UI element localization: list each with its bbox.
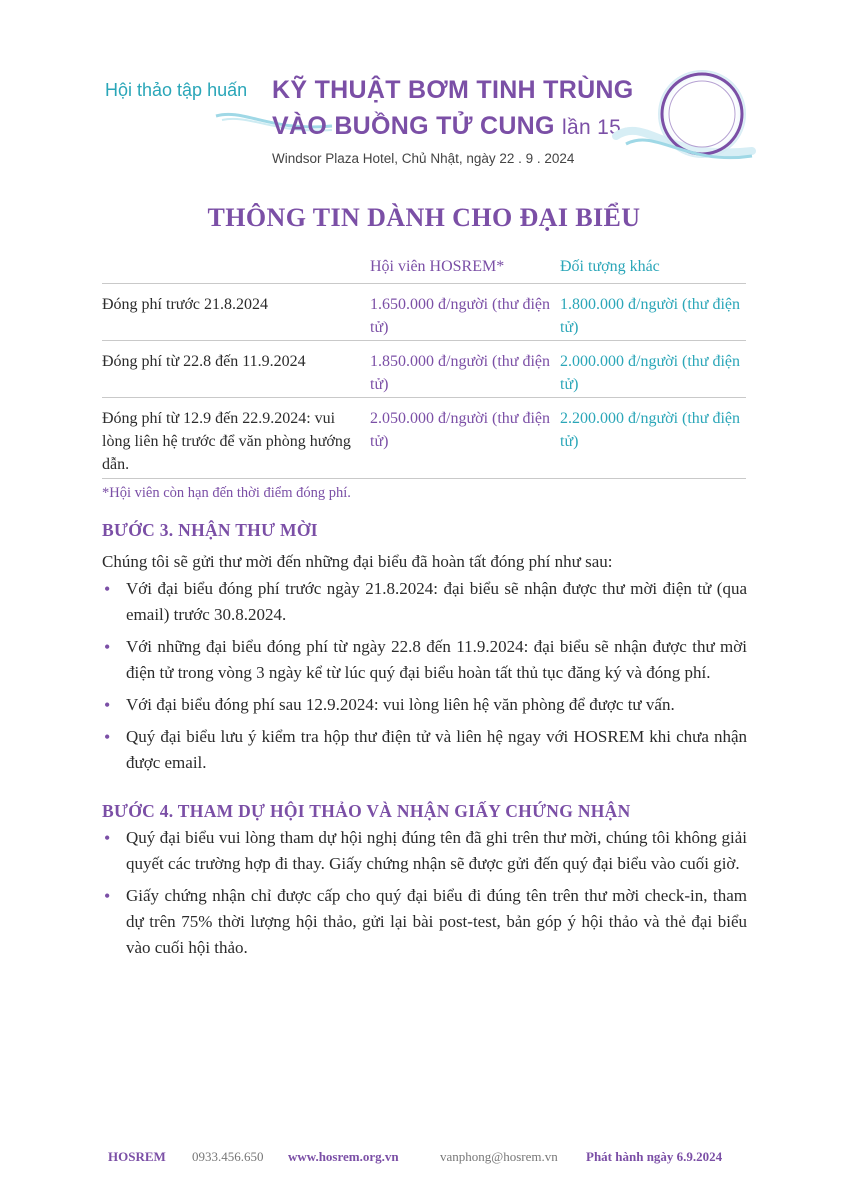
list-item <box>102 634 747 686</box>
event-venue: Windsor Plaza Hotel, Chủ Nhật, ngày 22 . 9 . 2024 <box>272 151 575 166</box>
step4-heading: BƯỚC 4. THAM DỰ HỘI THẢO VÀ NHẬN GIẤY CHỨNG NHẬN <box>102 801 631 821</box>
page-title: THÔNG TIN DÀNH CHO ĐẠI BIỂU <box>207 203 641 232</box>
table-row <box>102 284 746 341</box>
step4-list <box>102 825 747 967</box>
step3-intro: Chúng tôi sẽ gửi thư mời đến những đại biểu đã hoàn tất đóng phí như sau: <box>102 552 613 571</box>
table-header-row <box>102 252 746 284</box>
list-item-text: Giấy chứng nhận chỉ được cấp cho quý đại biểu đi đúng tên trên thư mời check-in, tham dự trên 75% thời lượng hội thảo, gửi lại bài post-test, bản góp ý hội thảo và thẻ đại biểu vào cuối hội thảo. <box>126 886 747 957</box>
list-item <box>102 724 747 776</box>
event-circle-logo-icon <box>606 66 756 176</box>
list-item-text: Quý đại biểu lưu ý kiểm tra hộp thư điện tử và liên hệ ngay với HOSREM khi chưa nhận được email. <box>126 727 747 772</box>
event-title <box>272 72 634 146</box>
fee-period: Đóng phí trước 21.8.2024 <box>102 296 269 313</box>
list-item-text: Với đại biểu đóng phí trước ngày 21.8.2024: đại biểu sẽ nhận được thư mời điện tử (qua email) trước 30.8.2024. <box>126 579 747 624</box>
fee-period: Đóng phí từ 12.9 đến 22.9.2024: vui lòng liên hệ trước để văn phòng hướng dẫn. <box>102 410 351 473</box>
step3-heading: BƯỚC 3. NHẬN THƯ MỜI <box>102 520 318 540</box>
bullet-icon: • <box>104 695 111 715</box>
fee-other: 2.200.000 đ/người (thư điện tử) <box>560 410 741 450</box>
fee-member: 1.850.000 đ/người (thư điện tử) <box>370 353 551 393</box>
list-item <box>102 692 747 718</box>
footer-website[interactable]: www.hosrem.org.vn <box>288 1149 399 1164</box>
list-item-text: Với đại biểu đóng phí sau 12.9.2024: vui lòng liên hệ văn phòng để được tư vấn. <box>126 695 675 714</box>
event-title-line2-text: VÀO BUỒNG TỬ CUNG <box>272 112 555 140</box>
list-item-text: Quý đại biểu vui lòng tham dự hội nghị đúng tên đã ghi trên thư mời, chúng tôi không giải quyết các trường hợp đi thay. Giấy chứng nhận sẽ được gửi đến quý đại biểu vào cuối giờ. <box>126 828 747 873</box>
list-item <box>102 883 747 961</box>
footer-org: HOSREM <box>108 1149 166 1164</box>
edition: lần 15 <box>562 116 622 139</box>
fee-member: 2.050.000 đ/người (thư điện tử) <box>370 410 551 450</box>
bullet-icon: • <box>104 886 111 906</box>
table-row <box>102 398 746 479</box>
bullet-icon: • <box>104 579 111 599</box>
event-title-line2 <box>272 108 634 146</box>
event-title-line1: KỸ THUẬT BƠM TINH TRÙNG <box>272 76 634 104</box>
footer-issued: Phát hành ngày 6.9.2024 <box>586 1149 723 1164</box>
bullet-icon: • <box>104 727 111 747</box>
fee-member: 1.650.000 đ/người (thư điện tử) <box>370 296 551 336</box>
table-row <box>102 341 746 398</box>
event-prefix: Hội thảo tập huấn <box>105 80 248 100</box>
member-footnote: *Hội viên còn hạn đến thời điểm đóng phí. <box>102 485 351 501</box>
list-item-text: Với những đại biểu đóng phí từ ngày 22.8 đến 11.9.2024: đại biểu sẽ nhận được thư mời điện tử trong vòng 3 ngày kể từ lúc quý đại biểu hoàn tất thủ tục đăng ký và đóng phí. <box>126 637 747 682</box>
fee-table <box>102 252 746 479</box>
list-item <box>102 825 747 877</box>
fee-other: 1.800.000 đ/người (thư điện tử) <box>560 296 741 336</box>
footer-email[interactable]: vanphong@hosrem.vn <box>440 1149 558 1164</box>
fee-other: 2.000.000 đ/người (thư điện tử) <box>560 353 741 393</box>
column-header-other: Đối tượng khác <box>560 258 660 275</box>
list-item <box>102 576 747 628</box>
bullet-icon: • <box>104 637 111 657</box>
step3-list <box>102 576 747 782</box>
fee-period: Đóng phí từ 22.8 đến 11.9.2024 <box>102 353 306 370</box>
footer-phone[interactable]: 0933.456.650 <box>192 1149 264 1164</box>
column-header-member: Hội viên HOSREM* <box>370 258 505 275</box>
bullet-icon: • <box>104 828 111 848</box>
